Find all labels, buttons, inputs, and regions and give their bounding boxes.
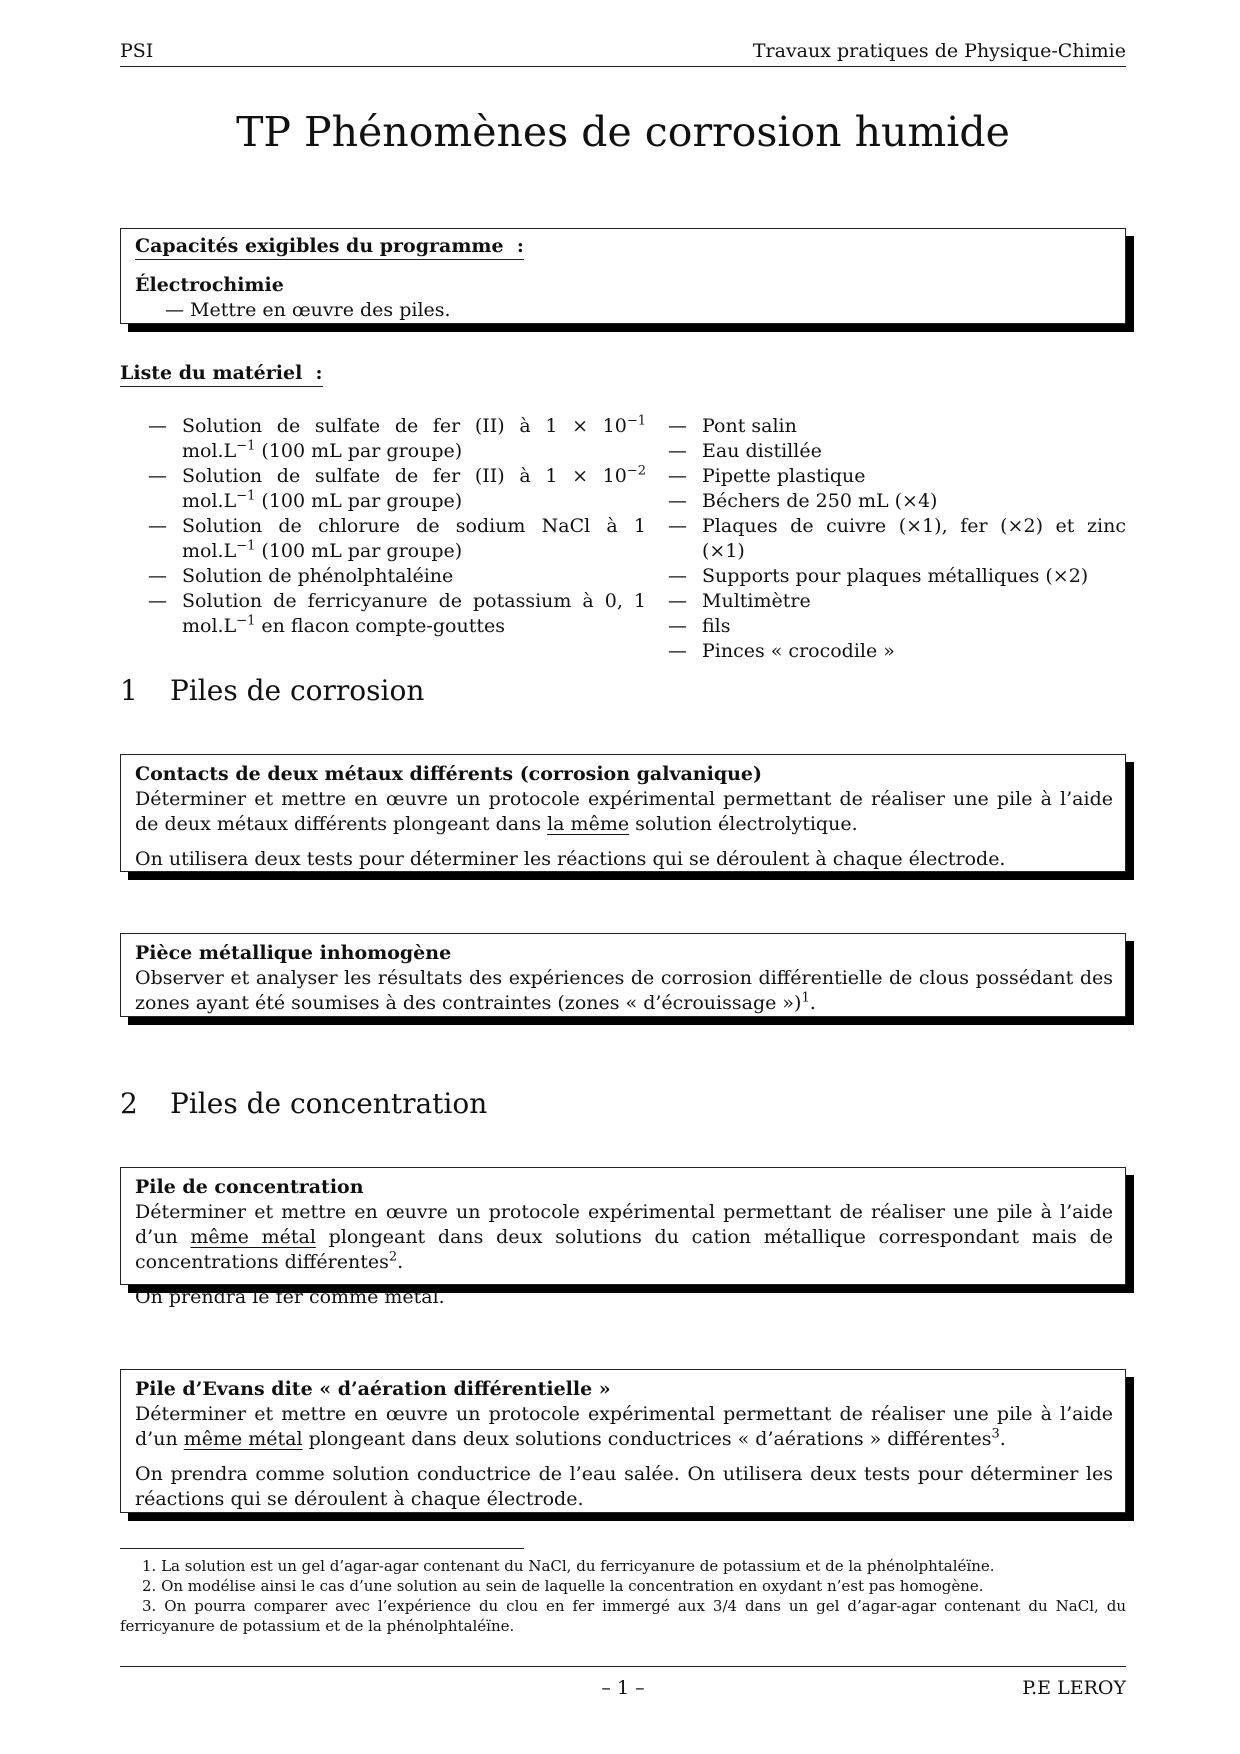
list-item: — Solution de sulfate de fer (II) à $1 \times 10^{-1}$ $mol.L^{-1}$ (100 mL par groupe): [148, 413, 646, 462]
list-item: — Plaques de cuivre (×1), fer (×2) et zinc (×1): [668, 515, 1126, 562]
list-item: — Solution de sulfate de fer (II) à $1 \times 10^{-2}$ $mol.L^{-1}$ (100 mL par groupe): [148, 463, 646, 512]
box-title: Pièce métallique inhomogène: [135, 942, 452, 964]
box-piece-inhomogene: [120, 933, 1126, 1017]
box-corrosion-galvanique: [120, 754, 1126, 872]
box-title: Pile d’Evans dite « d’aération différentielle »: [135, 1378, 611, 1400]
header-right: Travaux pratiques de Physique-Chimie: [752, 40, 1126, 62]
footnote-ref: 1: [801, 990, 810, 1006]
list-item: — Multimètre: [668, 590, 811, 612]
box-paragraph: Déterminer et mettre en œuvre un protocole expérimental permettant de réaliser une pile à l’aide d’un même métal plongeant dans deux solutions du cation métallique correspondant mais de concentrations différentes$^2$.: [135, 1201, 1113, 1273]
list-item: — Solution de ferricyanure de potassium à 0, 1 $mol.L^{-1}$ en flacon compte-gouttes: [148, 590, 646, 637]
section-title: Piles de concentration: [170, 1087, 488, 1120]
box-paragraph: On utilisera deux tests pour déterminer les réactions qui se déroulent à chaque électrode.: [135, 848, 1006, 870]
header-left: PSI: [120, 40, 154, 62]
box-paragraph: Déterminer et mettre en œuvre un protocole expérimental permettant de réaliser une pile à l’aide d’un même métal plongeant dans deux solutions conductrices « d’aérations » différentes$^3$.: [135, 1403, 1113, 1450]
box-pile-concentration: [120, 1167, 1126, 1308]
box-paragraph: On prendra le fer comme métal.: [135, 1286, 445, 1308]
box-pile-evans: [120, 1369, 1126, 1513]
materiel-title: Liste du matériel :: [120, 362, 323, 387]
running-header: [120, 40, 1126, 67]
list-item: — fils: [668, 615, 731, 637]
section-number: 1: [120, 674, 138, 707]
list-item: — Pipette plastique: [668, 465, 866, 487]
section-2-heading: [120, 1087, 487, 1120]
box-title: Pile de concentration: [135, 1176, 364, 1198]
page-number: – 1 –: [601, 1677, 645, 1699]
list-item: — Eau distillée: [668, 440, 822, 462]
section-1-heading: [120, 674, 424, 707]
materiel-list-left: [148, 414, 646, 639]
footnote: 2. On modélise ainsi le cas d’une solution au sein de laquelle la concentration en oxydant n’est pas homogène.: [142, 1577, 984, 1595]
box-paragraph: Déterminer et mettre en œuvre un protocole expérimental permettant de réaliser une pile à l’aide de deux métaux différents plongeant dans la même solution électrolytique.: [135, 788, 1113, 835]
footnotes: [120, 1556, 1126, 1636]
document-title: TP Phénomènes de corrosion humide: [236, 108, 1010, 156]
capacites-item: — Mettre en œuvre des piles.: [165, 299, 451, 321]
list-item: — Béchers de 250 mL (×4): [668, 490, 938, 512]
section-title: Piles de corrosion: [170, 674, 425, 707]
list-item: — Solution de chlorure de sodium NaCl à 1 $mol.L^{-1}$ (100 mL par groupe): [148, 515, 646, 562]
author: P.E LEROY: [1022, 1677, 1126, 1699]
footnote-ref: 2: [388, 1249, 398, 1265]
box-paragraph: Observer et analyser les résultats des expériences de corrosion différentielle de clous possédant des zones ayant été soumises à des contraintes (zones « d’écrouissage »)$^1$.: [135, 967, 1113, 1014]
section-number: 2: [120, 1087, 138, 1120]
materiel-list-right: [668, 414, 1126, 664]
footnote: 1. La solution est un gel d’agar-agar contenant du NaCl, du ferricyanure de potassium et de la phénolphtaléïne.: [142, 1557, 995, 1575]
list-item: — Supports pour plaques métalliques (×2): [668, 565, 1089, 587]
box-paragraph: On prendra comme solution conductrice de l’eau salée. On utilisera deux tests pour déterminer les réactions qui se déroulent à chaque électrode.: [135, 1463, 1113, 1510]
capacites-title: Capacités exigibles du programme :: [135, 235, 524, 260]
capacites-box: [120, 228, 1126, 324]
footnote-rule: [120, 1548, 524, 1549]
box-title: Contacts de deux métaux différents (corrosion galvanique): [135, 763, 763, 785]
running-footer: [120, 1666, 1126, 1699]
footnote: 3. On pourra comparer avec l’expérience du clou en fer immergé aux 3/4 dans un gel d’agar-agar contenant du NaCl, du ferricyanure de potassium et de la phénolphtaléïne.: [120, 1597, 1126, 1635]
capacites-subtitle: Électrochimie: [135, 274, 284, 296]
list-item: — Pont salin: [668, 415, 797, 437]
list-item: — Pinces « crocodile »: [668, 640, 895, 662]
list-item: — Solution de phénolphtaléine: [148, 565, 454, 587]
footnote-ref: 3: [991, 1426, 1000, 1442]
document-page: [120, 0, 1126, 1754]
